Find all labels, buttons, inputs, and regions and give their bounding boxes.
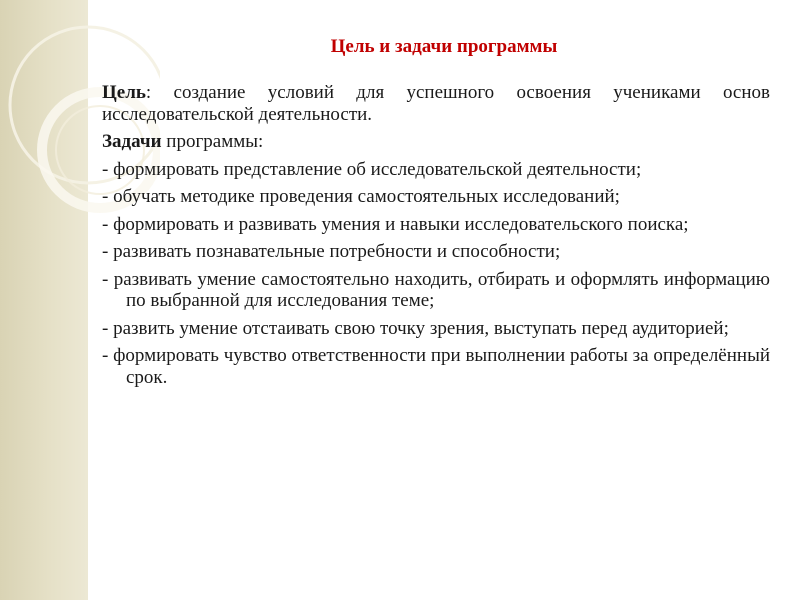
task-item: - развивать умение самостоятельно находить, отбирать и оформлять информацию по выбранной для исследования теме; bbox=[102, 268, 770, 311]
task-item: - развивать познавательные потребности и способности; bbox=[102, 241, 561, 262]
task-item: - формировать и развивать умения и навыки исследовательского поиска; bbox=[102, 213, 689, 235]
tasks-heading bbox=[102, 131, 770, 153]
slide-content bbox=[102, 82, 770, 394]
task-item: - обучать методике проведения самостоятельных исследований; bbox=[102, 186, 620, 207]
decorative-side-panel bbox=[0, 0, 88, 600]
task-item: - развить умение отстаивать свою точку зрения, выступать перед аудиторией; bbox=[102, 317, 729, 339]
goal-label: Цель bbox=[102, 82, 146, 103]
task-item: - формировать представление об исследовательской деятельности; bbox=[102, 158, 642, 180]
task-item: - формировать чувство ответственности при выполнении работы за определённый срок. bbox=[102, 345, 770, 388]
tasks-label: Задачи bbox=[102, 131, 162, 152]
tasks-heading-text: программы: bbox=[161, 131, 264, 152]
slide-title: Цель и задачи программы bbox=[330, 36, 558, 57]
goal-text: : создание условий для успешного освоения учениками основ исследовательской деятельности. bbox=[102, 82, 770, 125]
goal-paragraph bbox=[102, 82, 770, 125]
